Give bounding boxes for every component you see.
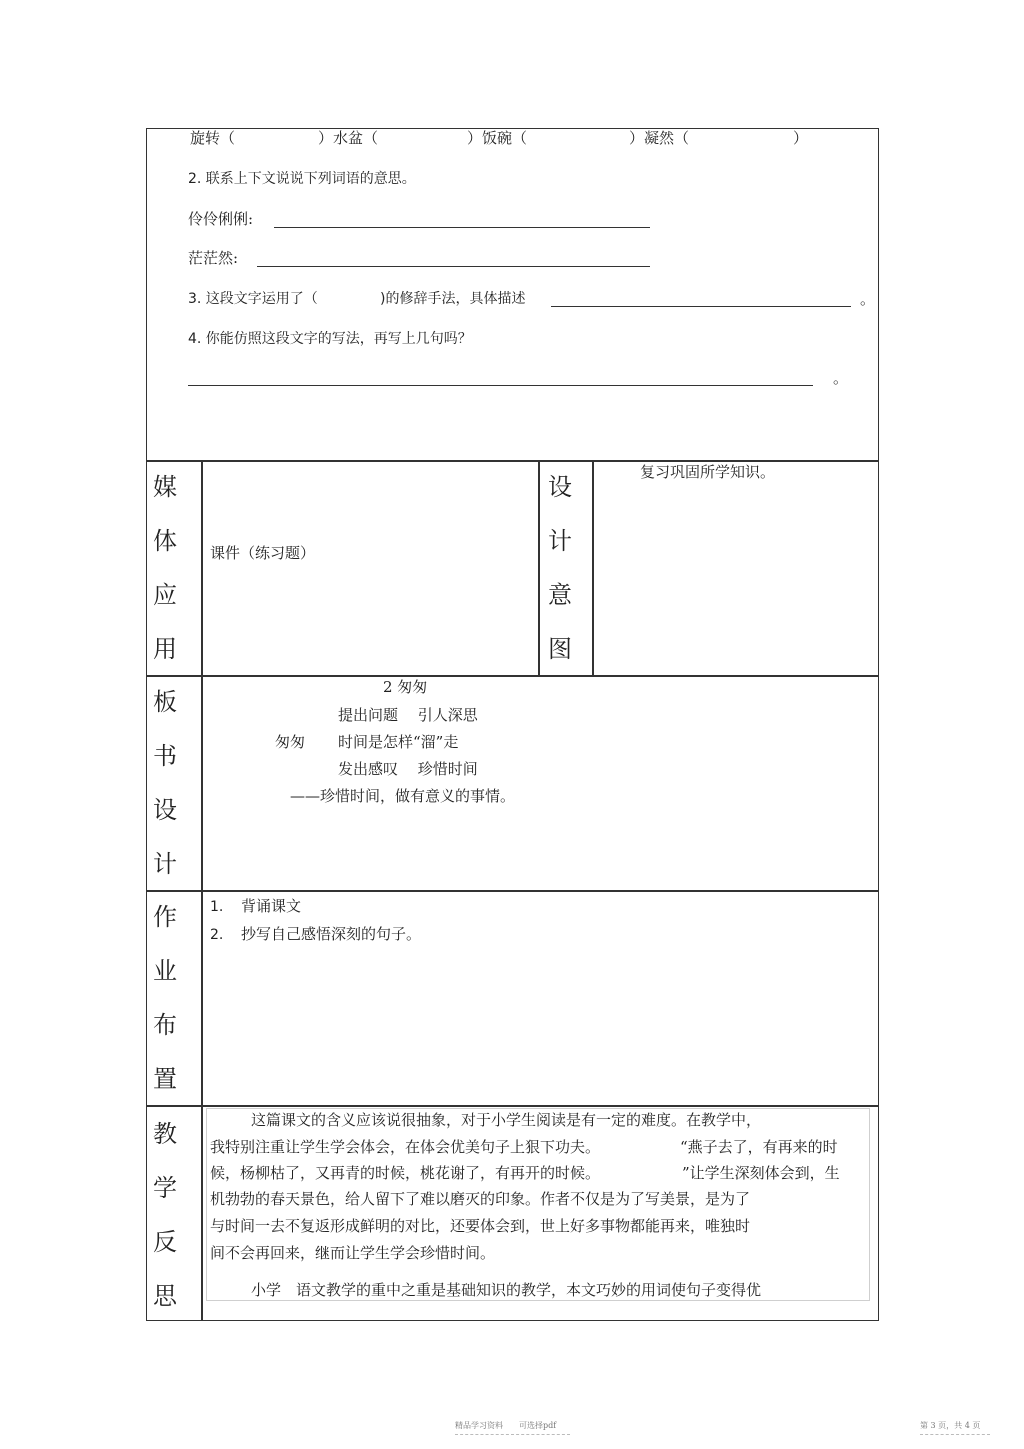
intent-label-char: 意 (548, 581, 572, 609)
question-2: 2. 联系上下文说说下列词语的意思。 (188, 171, 416, 187)
reflection-label-char: 学 (153, 1174, 177, 1202)
reflection-line: 候，杨柳枯了，又再青的时候，桃花谢了，有再开的时候。 (210, 1164, 601, 1182)
answer-line (274, 227, 650, 228)
q4-period: 。 (833, 369, 849, 387)
answer-line (257, 266, 650, 267)
homework-item: 背诵课文 (241, 897, 302, 915)
term-linglingli: 伶伶俐俐: (188, 210, 254, 228)
intent-label-char: 图 (548, 635, 572, 663)
row-divider (146, 460, 879, 462)
footer-divider (455, 1434, 570, 1435)
board-label-char: 设 (153, 796, 177, 824)
intent-label-char: 设 (548, 473, 572, 501)
row-divider (146, 1105, 879, 1107)
board-title: 2 匆匆 (383, 678, 428, 696)
board-label-char: 计 (153, 850, 177, 878)
question-4: 4. 你能仿照这段文字的写法，再写上几句吗？ (188, 331, 472, 347)
board-label-char: 书 (153, 742, 177, 770)
question-3-b: )的修辞手法，具体描述 (380, 291, 526, 307)
col-divider (592, 460, 594, 675)
footer-left: 精品学习资料 可选择pdf (455, 1421, 557, 1430)
homework-num: 2. (210, 927, 224, 943)
homework-label-char: 置 (153, 1065, 177, 1093)
media-label-char: 用 (153, 635, 177, 663)
reflection-line: 小学 语文教学的重中之重是基础知识的教学，本文巧妙的用词使句子变得优 (251, 1281, 762, 1299)
col-divider (201, 460, 203, 1321)
term-mangmangran: 茫茫然: (188, 249, 239, 267)
intent-content: 复习巩固所学知识。 (640, 463, 776, 481)
board-line-3: 发出感叹 珍惜时间 (338, 760, 478, 778)
media-label-char: 体 (153, 527, 177, 555)
q3-period: 。 (860, 290, 876, 308)
board-summary: ——珍惜时间，做有意义的事情。 (290, 787, 516, 805)
media-content: 课件（练习题） (210, 544, 316, 562)
footer-divider (920, 1434, 990, 1435)
fill-w4-close: ） (793, 129, 809, 147)
answer-line (551, 306, 851, 307)
col-divider (538, 460, 540, 675)
homework-item: 抄写自己感悟深刻的句子。 (241, 925, 422, 943)
board-line-2: 时间是怎样“溜”走 (338, 733, 459, 751)
fill-w1: 旋转（ (190, 129, 236, 147)
homework-label-char: 业 (153, 957, 177, 985)
reflection-line: 间不会再回来，继而让学生学会珍惜时间。 (210, 1244, 496, 1262)
question-3-a: 3. 这段文字运用了（ (188, 291, 318, 307)
reflection-label-char: 教 (153, 1120, 177, 1148)
homework-label-char: 布 (153, 1011, 177, 1039)
row-divider (146, 675, 879, 677)
homework-num: 1. (210, 899, 224, 915)
reflection-line: ”让学生深刻体会到，生 (682, 1164, 840, 1182)
board-line-1: 提出问题 引人深思 (338, 706, 478, 724)
intent-label-char: 计 (548, 527, 572, 555)
fill-w2-close: ）饭碗（ (467, 129, 528, 147)
homework-label-char: 作 (153, 903, 177, 931)
media-label-char: 应 (153, 581, 177, 609)
fill-w3-close: ）凝然（ (629, 129, 690, 147)
answer-line (188, 385, 813, 386)
reflection-line: 与时间一去不复返形成鲜明的对比，还要体会到，世上好多事物都能再来，唯独时 (210, 1217, 751, 1235)
board-left: 匆匆 (275, 733, 306, 751)
footer-right: 第 3 页，共 4 页 (920, 1421, 981, 1430)
board-label-char: 板 (153, 688, 177, 716)
media-label-char: 媒 (153, 473, 177, 501)
reflection-line: 机勃勃的春天景色，给人留下了难以磨灭的印象。作者不仅是为了写美景，是为了 (210, 1190, 751, 1208)
reflection-line: 这篇课文的含义应该说很抽象，对于小学生阅读是有一定的难度。在教学中， (251, 1111, 762, 1129)
reflection-label-char: 思 (153, 1282, 177, 1310)
row-divider (146, 890, 879, 892)
reflection-line: “燕子去了，有再来的时 (680, 1138, 838, 1156)
reflection-line: 我特别注重让学生学会体会，在体会优美句子上狠下功夫。 (210, 1138, 601, 1156)
fill-w1-close: ）水盆（ (318, 129, 379, 147)
reflection-label-char: 反 (153, 1228, 177, 1256)
